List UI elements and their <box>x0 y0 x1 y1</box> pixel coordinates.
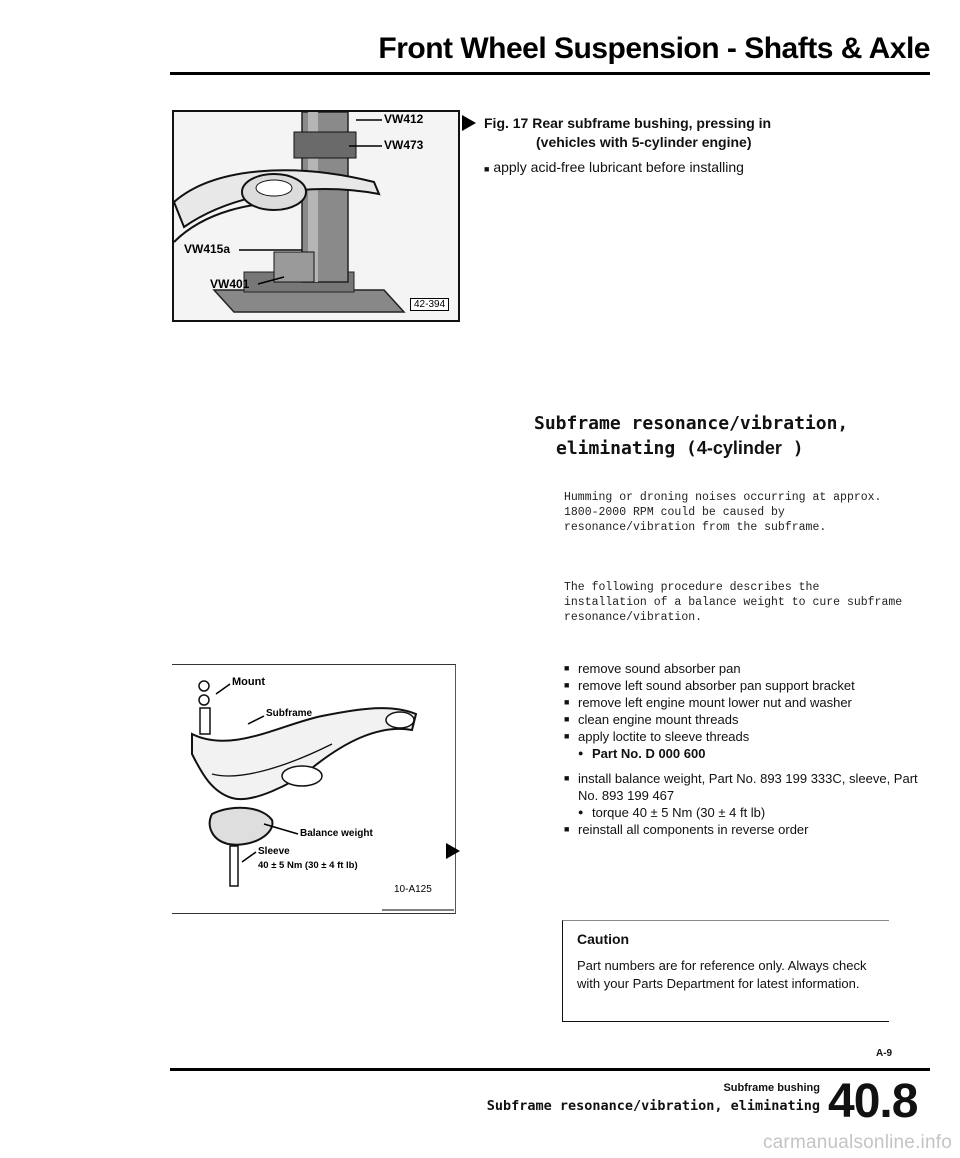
caution-box <box>562 920 889 1022</box>
step-text: apply loctite to sleeve threads <box>578 729 750 744</box>
footer-section-number: 40.8 <box>828 1075 918 1128</box>
list-item <box>564 677 924 694</box>
section-paragraph-2: The following procedure describes the installation of a balance weight to cure subframe resonance/vibration. <box>564 581 903 624</box>
step-text: remove left engine mount lower nut and washer <box>578 695 852 710</box>
section-paragraph-1: Humming or droning noises occurring at approx. 1800-2000 RPM could be caused by resonance/vibration from the subframe. <box>564 491 882 534</box>
procedure-steps <box>564 660 924 838</box>
bullet-icon: ■ <box>564 731 570 741</box>
footer-rule <box>170 1068 930 1071</box>
figure-17-illustration <box>172 110 460 322</box>
pointer-arrow-icon <box>446 843 460 859</box>
figure-18-label-mount: Mount <box>232 676 265 688</box>
section-title-line1: Subframe resonance/vibration, <box>534 413 849 434</box>
footer-topic-1: Subframe bushing <box>723 1082 820 1094</box>
section-title-part-a: eliminating ( <box>556 438 697 459</box>
step-text: remove sound absorber pan <box>578 661 741 676</box>
bullet-icon: ■ <box>564 663 570 673</box>
step-text: remove left sound absorber pan support bracket <box>578 678 855 693</box>
dot-icon: ● <box>578 807 584 817</box>
section-title-part-b: 4-cylinder <box>696 438 782 458</box>
list-item <box>564 660 924 677</box>
figure-17-bullet-text: apply acid-free lubricant before installing <box>493 159 744 175</box>
section-title-part-c: ) <box>792 438 804 459</box>
list-item <box>564 728 924 745</box>
footer-topic-2: Subframe resonance/vibration, eliminating <box>486 1098 820 1114</box>
figure-17-label-vw401: VW401 <box>210 277 250 291</box>
list-item <box>564 694 924 711</box>
list-item <box>564 711 924 728</box>
caution-text: Part numbers are for reference only. Always check with your Parts Department for latest information. <box>577 958 867 991</box>
figure-17-bullet: ■ apply acid-free lubricant before installing <box>484 159 744 175</box>
figure-18-label-sleeve: Sleeve <box>258 846 290 857</box>
bullet-icon: ■ <box>564 773 570 783</box>
step-subtext: torque 40 ± 5 Nm (30 ± 4 ft lb) <box>592 805 766 820</box>
list-item <box>564 821 924 838</box>
figure-17-title-line1: Rear subframe bushing, pressing in <box>532 115 772 131</box>
figure-18-code: 10-A125 <box>394 884 432 895</box>
list-subitem <box>564 804 924 821</box>
list-subitem <box>564 745 924 762</box>
page-header-title: Front Wheel Suspension - Shafts & Axle <box>378 32 930 65</box>
figure-18-drawing <box>172 664 456 912</box>
bullet-icon: ■ <box>564 680 570 690</box>
bullet-icon: ■ <box>564 714 570 724</box>
figure-18-label-balance-weight: Balance weight <box>300 828 373 839</box>
step-text: install balance weight, Part No. 893 199 333C, sleeve, Part No. 893 199 467 <box>578 771 918 803</box>
section-title-line2 <box>534 436 934 461</box>
bullet-icon: ■ <box>564 697 570 707</box>
figure-17-code: 42-394 <box>410 298 449 311</box>
figure-18-label-torque: 40 ± 5 Nm (30 ± 4 ft lb) <box>258 860 358 871</box>
figure-17-label-vw415a: VW415a <box>184 242 231 256</box>
step-text: reinstall all components in reverse order <box>578 822 809 837</box>
figure-17-title-line2: (vehicles with 5-cylinder engine) <box>536 134 752 150</box>
dot-icon: ● <box>578 748 584 758</box>
page-reference: A-9 <box>876 1048 893 1059</box>
step-text: clean engine mount threads <box>578 712 739 727</box>
figure-17-label-vw412: VW412 <box>384 112 424 126</box>
pointer-arrow-icon <box>462 115 476 131</box>
bullet-icon: ■ <box>564 824 570 834</box>
watermark: carmanualsonline.info <box>762 1132 952 1153</box>
figure-17-caption <box>484 114 884 152</box>
figure-18-illustration <box>172 664 456 914</box>
figure-17-number: Fig. 17 <box>484 115 529 131</box>
step-subtext: Part No. D 000 600 <box>592 746 706 761</box>
list-item <box>564 770 924 804</box>
figure-17-label-vw473: VW473 <box>384 138 424 152</box>
header-rule <box>170 72 930 75</box>
figure-18-label-subframe: Subframe <box>266 708 313 719</box>
caution-title: Caution <box>577 931 630 947</box>
section-title <box>534 412 934 461</box>
